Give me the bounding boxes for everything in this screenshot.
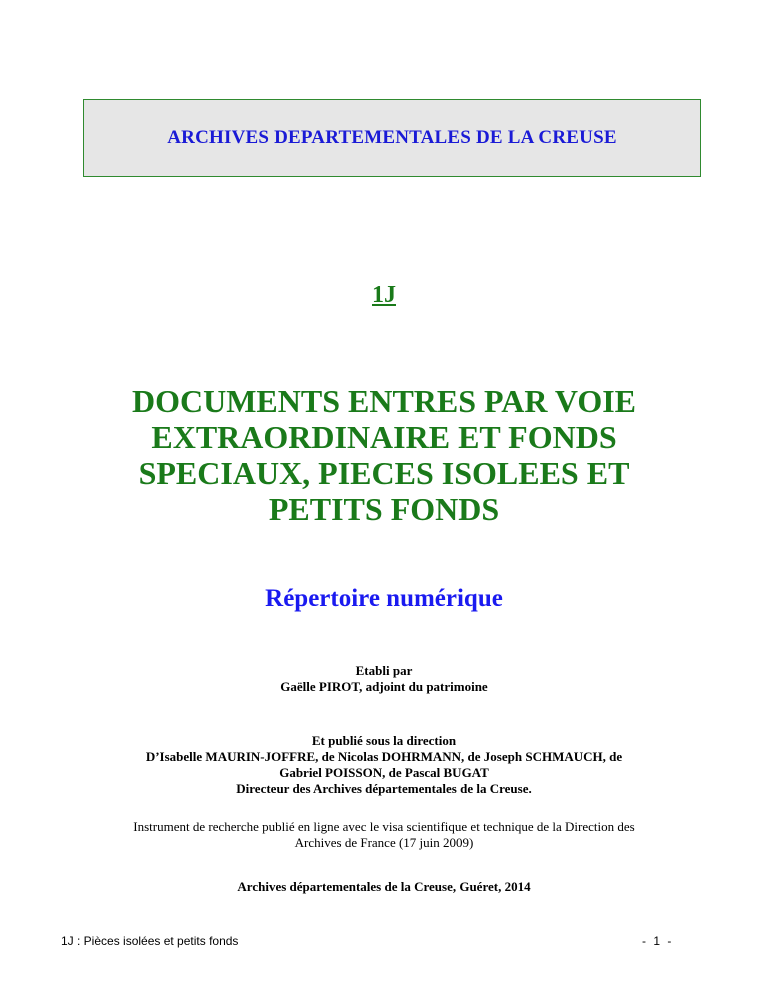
publisher-line: Archives départementales de la Creuse, Guéret, 2014: [237, 879, 531, 894]
main-title: [84, 383, 684, 527]
author-name: Gaëlle PIROT, adjoint du patrimoine: [280, 679, 488, 694]
main-title-line: PETITS FONDS: [268, 491, 500, 527]
published-under-label: Et publié sous la direction: [311, 733, 457, 748]
validation-line: Instrument de recherche publié en ligne avec le visa scientifique et technique de la Direction des: [133, 819, 635, 834]
directors-line: Gabriel POISSON, de Pascal BUGAT: [279, 765, 489, 780]
author-block: [40, 663, 728, 695]
subtitle: Répertoire numérique: [265, 585, 503, 612]
validation-line: Archives de France (17 juin 2009): [294, 835, 474, 850]
main-title-line: DOCUMENTS ENTRES PAR VOIE: [131, 383, 637, 419]
direction-block: [40, 733, 728, 797]
header-title: ARCHIVES DEPARTEMENTALES DE LA CREUSE: [167, 127, 617, 148]
main-title-line: EXTRAORDINAIRE ET FONDS: [151, 419, 617, 455]
footer-collection-label: 1J : Pièces isolées et petits fonds: [61, 934, 239, 948]
page-number: - 1 -: [642, 934, 674, 948]
directors-line: D’Isabelle MAURIN-JOFFRE, de Nicolas DOHRMANN, de Joseph SCHMAUCH, de: [145, 749, 623, 764]
main-title-line: SPECIAUX, PIECES ISOLEES ET: [138, 455, 630, 491]
collection-code: 1J: [372, 282, 396, 308]
header-box: [83, 99, 701, 177]
established-by-label: Etabli par: [355, 663, 413, 678]
directors-line: Directeur des Archives départementales de la Creuse.: [236, 781, 532, 796]
validation-block: [40, 819, 728, 851]
